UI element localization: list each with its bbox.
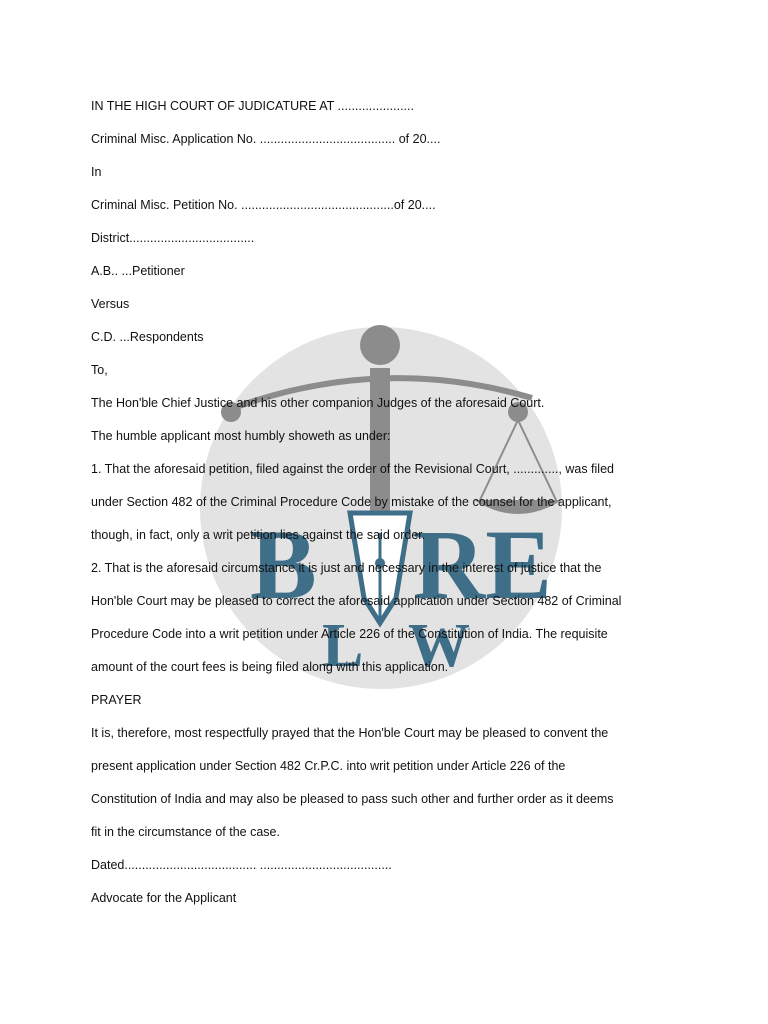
paragraph-1-line-3: though, in fact, only a writ petition lies against the said order. [91,528,426,542]
showeth-line: The humble applicant most humbly showeth as under: [91,429,391,443]
court-heading-line: IN THE HIGH COURT OF JUDICATURE AT ...................... [91,99,414,113]
prayer-heading: PRAYER [91,693,142,707]
watermark-letters-re: RE [413,509,552,620]
prayer-line-2: present application under Section 482 Cr.P.C. into writ petition under Article 226 of the [91,759,566,773]
dated-line: Dated...................................... ...................................... [91,858,392,872]
paragraph-1-line-2: under Section 482 of the Criminal Procedure Code by mistake of the counsel for the applicant, [91,495,612,509]
paragraph-1-line-1: 1. That the aforesaid petition, filed against the order of the Revisional Court, ............., was filed [91,462,614,476]
paragraph-2-line-3: Procedure Code into a writ petition under Article 226 of the Constitution of India. The requisite [91,627,608,641]
petitioner-line: A.B.. ...Petitioner [91,264,185,278]
prayer-line-4: fit in the circumstance of the case. [91,825,280,839]
watermark-letter-l: L [322,612,364,680]
in-line: In [91,165,102,179]
watermark-letter-w: W [408,612,470,680]
respondents-line: C.D. ...Respondents [91,330,204,344]
district-line: District.................................... [91,231,255,245]
prayer-line-1: It is, therefore, most respectfully prayed that the Hon'ble Court may be pleased to convent the [91,726,609,740]
paragraph-2-line-1: 2. That is the aforesaid circumstance it is just and necessary in the interest of justice that the [91,561,602,575]
paragraph-2-line-2: Hon'ble Court may be pleased to correct the aforesaid application under Section 482 of Criminal [91,594,622,608]
prayer-line-3: Constitution of India and may also be pleased to pass such other and further order as it deems [91,792,614,806]
to-line: To, [91,363,108,377]
advocate-signature-line: Advocate for the Applicant [91,891,237,905]
document-body [91,90,651,915]
watermark-letter-b: B [250,509,317,620]
petition-number-line: Criminal Misc. Petition No. ............................................of 20.... [91,198,436,212]
addressee-line: The Hon'ble Chief Justice and his other companion Judges of the aforesaid Court. [91,396,545,410]
application-number-line: Criminal Misc. Application No. ....................................... of 20.... [91,132,441,146]
versus-line: Versus [91,297,130,311]
paragraph-2-line-4: amount of the court fees is being filed along with this application. [91,660,449,674]
